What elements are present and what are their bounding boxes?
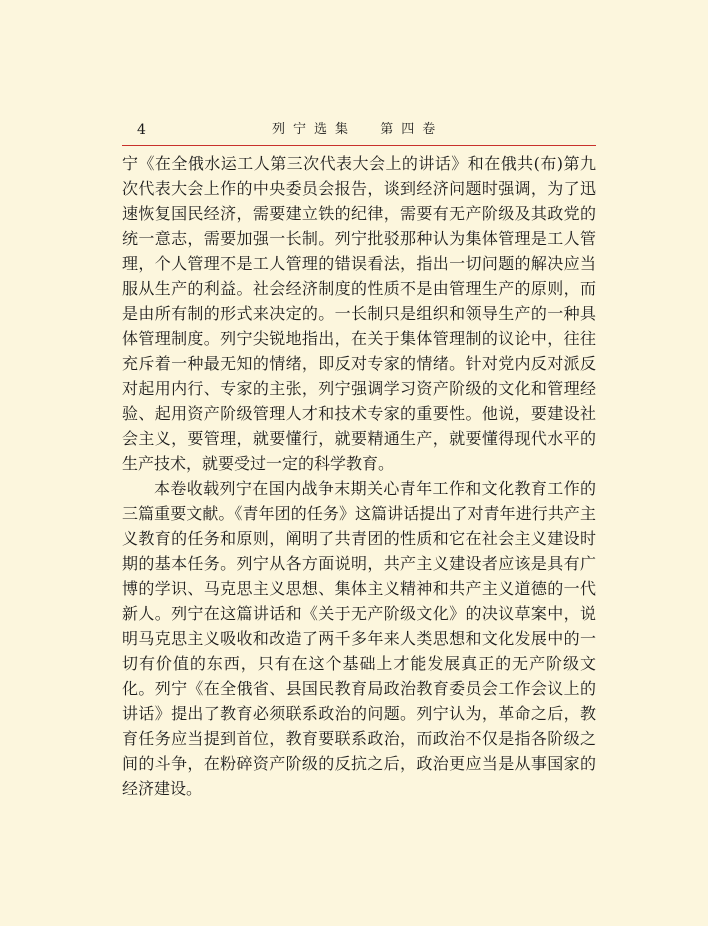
running-title: 列宁选集 第四卷 [272,122,444,137]
header-rule [122,145,596,146]
page-header [122,120,596,140]
page-number: 4 [137,122,146,138]
paragraph: 本卷收载列宁在国内战争末期关心青年工作和文化教育工作的三篇重要文献。《青年团的任务》这篇讲话提出了对青年进行共产主义教育的任务和原则，阐明了共青团的性质和它在社会主义建设时期的基本任务。列宁从各方面说明，共产主义建设者应该是具有广博的学识、马克思主义思想、集体主义精神和共产主义道德的一代新人。列宁在这篇讲话和《关于无产阶级文化》的决议草案中，说明马克思主义吸收和改造了两千多年来人类思想和文化发展中的一切有价值的东西，只有在这个基础上才能发展真正的无产阶级文化。列宁《在全俄省、县国民教育局政治教育委员会工作会议上的讲话》提出了教育必须联系政治的问题。列宁认为，革命之后，教育任务应当提到首位，教育要联系政治，而政治不仅是指各阶级之间的斗争，在粉碎资产阶级的反抗之后，政治更应当是从事国家的经济建设。 [122,479,596,798]
body-text [122,151,596,801]
paragraph-continued: 宁《在全俄水运工人第三次代表大会上的讲话》和在俄共(布)第九次代表大会上作的中央委员会报告，谈到经济问题时强调，为了迅速恢复国民经济，需要建立铁的纪律，需要有无产阶级及其政党的统一意志，需要加强一长制。列宁批驳那种认为集体管理是工人管理，个人管理不是工人管理的错误看法，指出一切问题的解决应当服从生产的利益。社会经济制度的性质不是由管理生产的原则，而是由所有制的形式来决定的。一长制只是组织和领导生产的一种具体管理制度。列宁尖锐地指出，在关于集体管理制的议论中，往往充斥着一种最无知的情绪，即反对专家的情绪。针对党内反对派反对起用内行、专家的主张，列宁强调学习资产阶级的文化和管理经验、起用资产阶级管理人才和技术专家的重要性。他说，要建设社会主义，要管理，就要懂行，就要精通生产，就要懂得现代水平的生产技术，就要受过一定的科学教育。 [122,154,596,473]
